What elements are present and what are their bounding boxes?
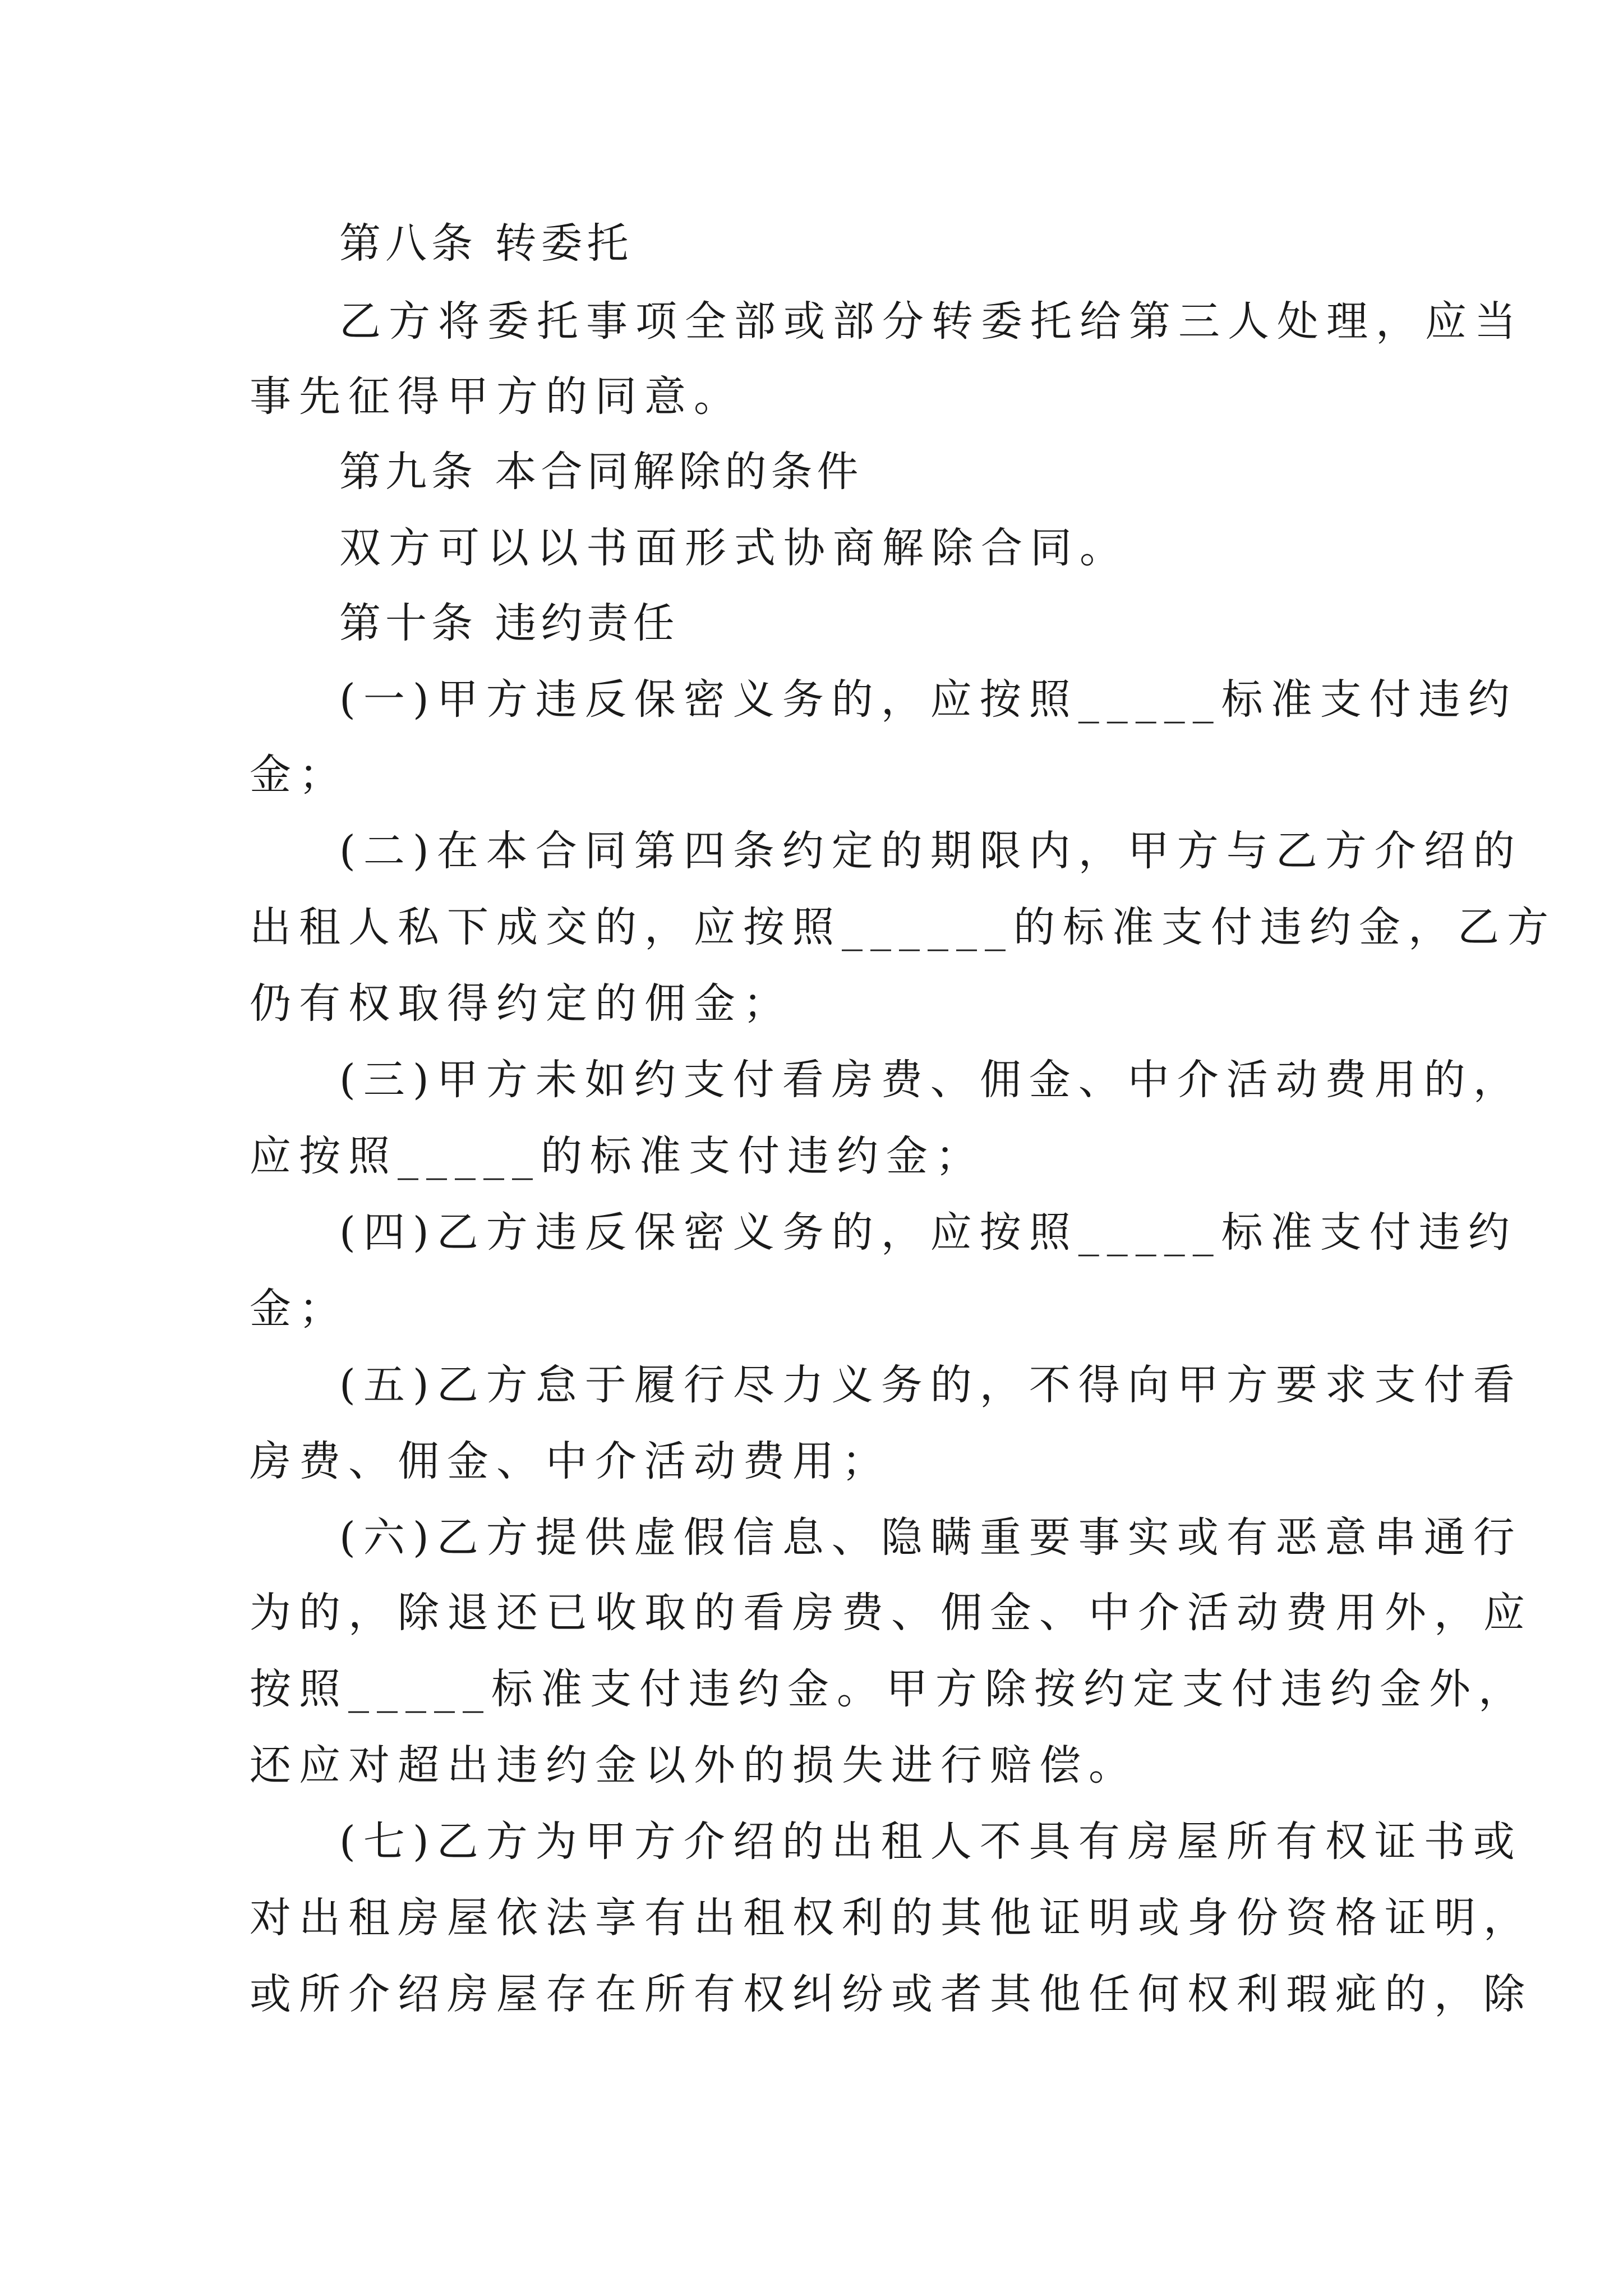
article-9-heading: 第九条 本合同解除的条件 <box>339 448 863 496</box>
article-8-text-line-2: 事先征得甲方的同意。 <box>250 372 743 421</box>
clause-3-line-1: (三)甲方未如约支付看房费、佣金、中介活动费用的， <box>339 1056 1523 1104</box>
clause-6-line-3: 按照_____标准支付违约金。甲方除按约定支付违约金外， <box>250 1665 1528 1713</box>
clause-1-line-1: (一)甲方违反保密义务的，应按照_____标准支付违约 <box>339 675 1518 724</box>
clause-2-line-2: 出租人私下成交的，应按照______的标准支付违约金，乙方 <box>250 903 1556 951</box>
clause-5-line-1: (五)乙方怠于履行尽力义务的，不得向甲方要求支付看 <box>339 1361 1523 1409</box>
clause-3-line-2: 应按照_____的标准支付违约金； <box>250 1132 985 1180</box>
article-8-heading: 第八条 转委托 <box>339 219 633 268</box>
clause-2-line-1: (二)在本合同第四条约定的期限内，甲方与乙方介绍的 <box>339 827 1523 875</box>
clause-4-line-1: (四)乙方违反保密义务的，应按照_____标准支付违约 <box>339 1208 1518 1257</box>
clause-7-line-3: 或所介绍房屋存在所有权纠纷或者其他任何权利瑕疵的，除 <box>250 1970 1533 2018</box>
clause-2-line-3: 仍有权取得约定的佣金； <box>250 979 792 1028</box>
clause-6-line-2: 为的，除退还已收取的看房费、佣金、中介活动费用外，应 <box>250 1589 1533 1637</box>
clause-6-line-4: 还应对超出违约金以外的损失进行赔偿。 <box>250 1741 1138 1789</box>
article-10-heading: 第十条 违约责任 <box>339 599 679 647</box>
article-9-text: 双方可以以书面形式协商解除合同。 <box>339 524 1129 572</box>
clause-7-line-1: (七)乙方为甲方介绍的出租人不具有房屋所有权证书或 <box>339 1818 1523 1866</box>
clause-1-line-2: 金； <box>250 751 348 799</box>
clause-5-line-2: 房费、佣金、中介活动费用； <box>250 1437 891 1485</box>
article-8-text-line-1: 乙方将委托事项全部或部分转委托给第三人处理，应当 <box>339 297 1524 346</box>
clause-4-line-2: 金； <box>250 1285 348 1333</box>
clause-7-line-2: 对出租房屋依法享有出租权利的其他证明或身份资格证明， <box>250 1894 1533 1942</box>
clause-6-line-1: (六)乙方提供虚假信息、隐瞒重要事实或有恶意串通行 <box>339 1513 1523 1562</box>
